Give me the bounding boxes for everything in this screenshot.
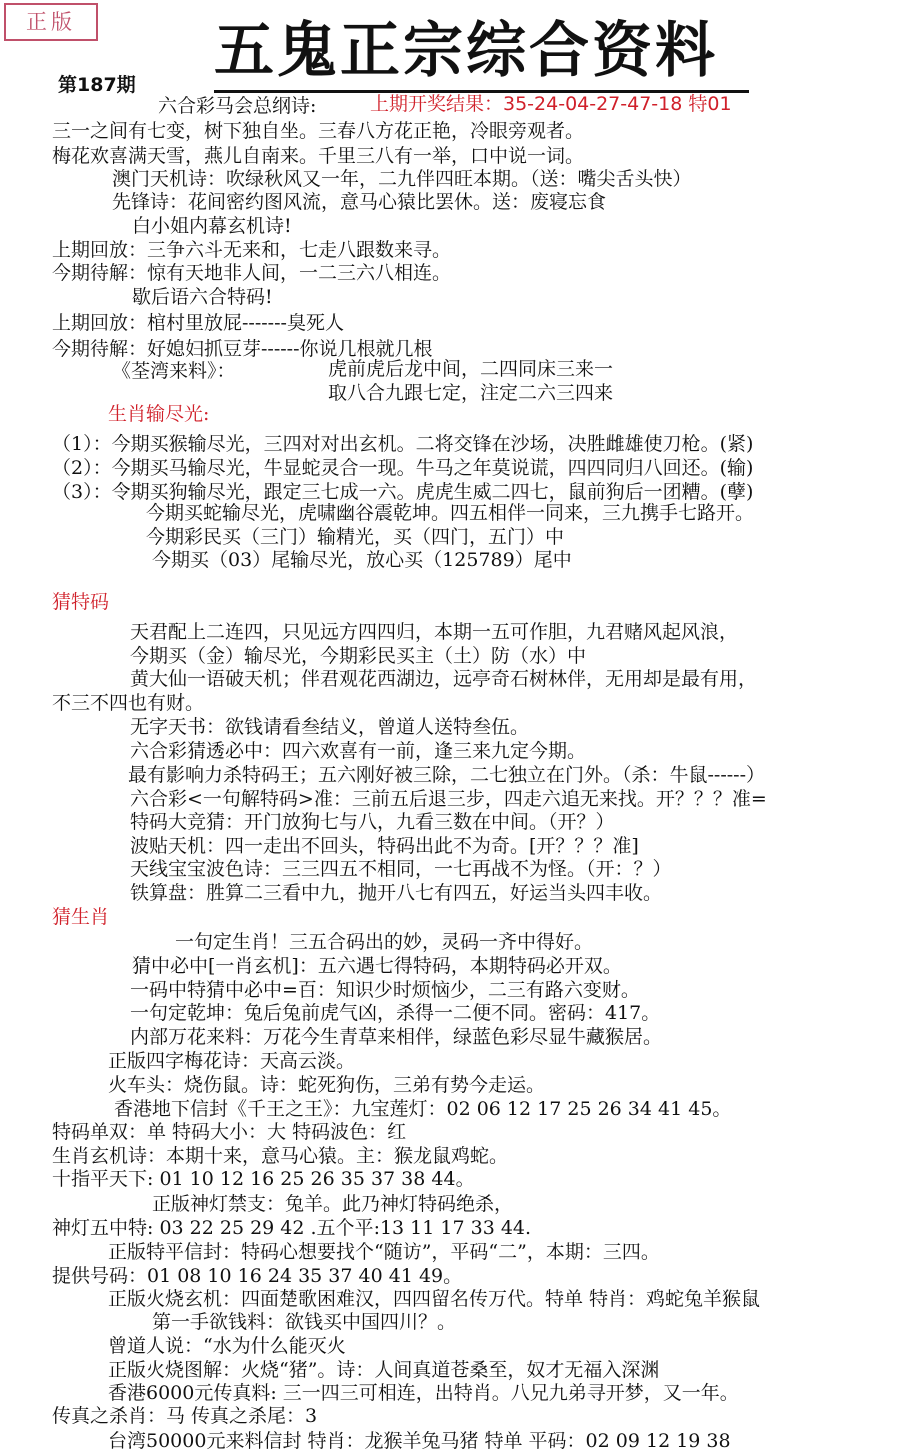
text-line: 香港地下信封《千王之王》：九宝莲灯：02 06 12 17 25 26 34 41 45。 — [114, 1098, 732, 1120]
text-line: 天君配上二连四，只见远方四四归，本期一五可作胆，九君赌风起风浪， — [130, 621, 739, 643]
text-line: 上期开奖结果：35-24-04-27-47-18 特01 — [370, 93, 732, 115]
section-heading: 猜生肖 — [52, 906, 110, 928]
text-line: 今期买蛇输尽光，虎啸幽谷震乾坤。四五相伴一同来，三九携手七路开。 — [146, 502, 755, 524]
text-line: 正版神灯禁支：兔羊。此乃神灯特码绝杀， — [152, 1193, 514, 1215]
text-line: 无字天书：欲钱请看叁结义，曾道人送特叁伍。 — [130, 716, 530, 738]
text-line: 三一之间有七变，树下独自坐。三春八方花正艳，冷眼旁观者。 — [52, 120, 585, 142]
text-line: 特码单双：单 特码大小：大 特码波色：红 — [52, 1121, 407, 1143]
text-line: 正版特平信封：特码心想要找个“随访”，平码“二”，本期：三四。 — [108, 1241, 660, 1263]
text-line: 一句定乾坤：兔后兔前虎气凶，杀得一二便不同。密码：417。 — [130, 1002, 661, 1024]
text-line: 歇后语六合特码! — [132, 286, 273, 308]
text-line: 澳门天机诗：吹绿秋风又一年，二九伴四旺本期。（送：嘴尖舌头快） — [112, 168, 692, 190]
text-line: 香港6000元传真料: 三一四三可相连，出特肖。八兄九弟寻开梦，又一年。 — [108, 1382, 739, 1404]
text-line: 梅花欢喜满天雪，燕儿自南来。千里三八有一举，口中说一词。 — [52, 145, 585, 167]
text-line: （1）：今期买猴输尽光，三四对对出玄机。二将交锋在沙场，决胜雌雄使刀枪。(紧) — [52, 433, 754, 455]
text-line: 第一手欲钱料：欲钱买中国四川？。 — [152, 1311, 457, 1333]
section-heading: 生肖输尽光: — [108, 403, 210, 425]
text-line: 今期买（金）输尽光，今期彩民买主（土）防（水）中 — [130, 645, 587, 667]
text-line: 六合彩马会总纲诗: — [158, 95, 317, 117]
text-line: 最有影响力杀特码王；五六刚好被三除，二七独立在门外。（杀：牛鼠------） — [128, 764, 766, 786]
text-line: 波贴天机：四一走出不回头，特码出此不为奇。[开？？？准] — [130, 835, 639, 857]
text-line: 今期待解：惊有天地非人间，一二三六八相连。 — [52, 262, 452, 284]
text-line: 取八合九跟七定，注定二六三四来 — [328, 382, 614, 404]
text-line: 今期彩民买（三门）输精光，买（四门，五门）中 — [146, 526, 565, 548]
text-line: 猜中必中[一肖玄机]：五六遇七得特码，本期特码必开双。 — [132, 955, 622, 977]
text-line: 火车头：烧伤鼠。诗：蛇死狗伤，三弟有势今走运。 — [108, 1074, 546, 1096]
text-line: 正版火烧玄机：四面楚歌困难汉，四四留名传万代。特单 特肖：鸡蛇兔羊猴鼠 — [108, 1288, 761, 1310]
text-line: 台湾50000元来料信封 特肖：龙猴羊兔马猪 特单 平码：02 09 12 19 38 — [108, 1430, 731, 1452]
text-line: 一码中特猜中必中=百：知识少时烦恼少，二三有路六变财。 — [130, 979, 640, 1001]
text-line: 内部万花来料：万花今生青草来相伴，绿蓝色彩尽显牛藏猴居。 — [130, 1026, 663, 1048]
text-line: 今期待解：好媳妇抓豆芽------你说几根就几根 — [52, 338, 433, 360]
text-line: 神灯五中特: 03 22 25 29 42 .五个平:13 11 17 33 44. — [52, 1217, 532, 1239]
text-line: 白小姐内幕玄机诗! — [132, 215, 292, 237]
page-title: 五鬼正宗综合资料 — [214, 18, 749, 93]
text-line: 铁算盘：胜算二三看中九，抛开八七有四五，好运当头四丰收。 — [130, 882, 663, 904]
text-line: 六合彩<一句解特码>准：三前五后退三步，四走六追无来找。开？？？准= — [130, 788, 767, 810]
text-line: 传真之杀肖：马 传真之杀尾：3 — [52, 1405, 318, 1427]
text-line: 先锋诗：花间密约图风流，意马心猿比罢休。送：废寝忘食 — [112, 191, 607, 213]
text-line: 天线宝宝波色诗：三三四五不相同，一七再战不为怪。（开：？） — [130, 858, 672, 880]
text-line: （3）：令期买狗输尽光，跟定三七成一六。虎虎生威二四七，鼠前狗后一团糟。(孽) — [52, 481, 754, 503]
text-line: 黄大仙一语破天机；伴君观花西湖边，远亭奇石树林伴，无用却是最有用， — [130, 668, 758, 690]
text-line: 生肖玄机诗：本期十来，意马心猿。主：猴龙鼠鸡蛇。 — [52, 1145, 509, 1167]
text-line: 今期买（03）尾输尽光，放心买（125789）尾中 — [152, 549, 572, 571]
text-line: 上期回放：三争六斗无来和，七走八跟数来寻。 — [52, 239, 452, 261]
issue-number: 第187期 — [58, 74, 136, 96]
text-line: 十指平天下: 01 10 12 16 25 26 35 37 38 44。 — [52, 1168, 475, 1190]
text-line: 提供号码：01 08 10 16 24 35 37 40 41 49。 — [52, 1265, 463, 1287]
text-line: （2）：今期买马输尽光，牛显蛇灵合一现。牛马之年莫说谎，四四同归八回还。(输) — [52, 457, 754, 479]
text-line: 正版火烧图解：火烧“猪”。诗：人间真道苍桑至，奴才无福入深渊 — [108, 1359, 660, 1381]
text-line: 曾道人说：“水为什么能灭火 — [108, 1335, 346, 1357]
text-line: 上期回放：棺村里放屁-------臭死人 — [52, 312, 344, 334]
text-line: 虎前虎后龙中间，二四同床三来一 — [328, 358, 614, 380]
authentic-stamp: 正版 — [4, 3, 98, 41]
text-line: 六合彩猜透必中：四六欢喜有一前，逢三来九定今期。 — [130, 740, 587, 762]
section-heading: 猜特码 — [52, 591, 110, 613]
text-line: 不三不四也有财。 — [52, 692, 205, 714]
text-line: 《荃湾来料》： — [112, 360, 236, 382]
text-line: 一句定生肖！三五合码出的妙，灵码一齐中得好。 — [175, 931, 594, 953]
text-line: 正版四字梅花诗：天高云淡。 — [108, 1050, 356, 1072]
text-line: 特码大竞猜：开门放狗七与八，九看三数在中间。（开？） — [130, 811, 615, 833]
